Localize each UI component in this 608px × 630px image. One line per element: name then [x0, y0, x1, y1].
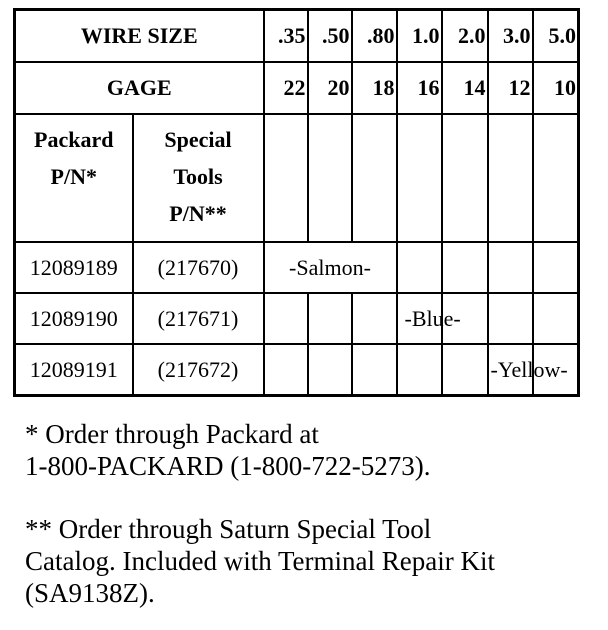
- packard-pn-header-line: Packard: [34, 126, 114, 152]
- packard-footnote: [25, 418, 600, 482]
- empty-cell: [352, 114, 397, 242]
- gage-cell: 16: [397, 62, 442, 114]
- wire-size-header: WIRE SIZE: [15, 10, 264, 62]
- gage-cell: 10: [533, 62, 579, 114]
- part-number-header-row: [15, 114, 579, 242]
- wire-size-cell: 5.0: [533, 10, 579, 62]
- table-row: [15, 242, 579, 293]
- special-tools-header-line: P/N**: [169, 200, 227, 226]
- gage-cell: 14: [442, 62, 488, 114]
- empty-cell: [533, 114, 579, 242]
- wire-size-cell: 3.0: [488, 10, 533, 62]
- gage-cell: 22: [264, 62, 308, 114]
- gage-cell: 12: [488, 62, 533, 114]
- empty-cell: [488, 293, 533, 344]
- gage-cell: 18: [352, 62, 397, 114]
- wire-size-cell: .80: [352, 10, 397, 62]
- wire-size-cell: 1.0: [397, 10, 442, 62]
- empty-cell: [442, 242, 488, 293]
- empty-cell: [533, 242, 579, 293]
- saturn-footnote-line: ** Order through Saturn Special Tool: [25, 514, 432, 544]
- packard-pn-cell: 12089189: [15, 242, 133, 293]
- blue-color-label: -Blue-: [404, 305, 461, 331]
- packard-pn-cell: 12089191: [15, 344, 133, 395]
- special-tool-pn-cell: (217670): [133, 242, 264, 293]
- wire-size-cell: .50: [308, 10, 352, 62]
- special-tool-pn-cell: (217671): [133, 293, 264, 344]
- gage-header: GAGE: [15, 62, 264, 114]
- packard-footnote-line: * Order through Packard at: [25, 419, 319, 449]
- empty-cell: [397, 114, 442, 242]
- saturn-footnote: [25, 513, 600, 609]
- special-tools-header: [133, 114, 264, 242]
- packard-footnote-line: 1-800-PACKARD (1-800-722-5273).: [25, 451, 431, 481]
- saturn-footnote-line: Catalog. Included with Terminal Repair Kit: [25, 546, 495, 576]
- special-tools-header-line: Special: [164, 126, 232, 152]
- empty-cell: [264, 293, 308, 344]
- gage-cell: 20: [308, 62, 352, 114]
- blue-color-cell: [397, 293, 461, 344]
- empty-cell: [397, 344, 442, 395]
- empty-cell: [308, 344, 352, 395]
- salmon-color-cell: -Salmon-: [264, 242, 397, 293]
- yellow-color-cell: [488, 344, 568, 395]
- empty-cell: [308, 114, 352, 242]
- empty-cell: [352, 344, 397, 395]
- table-row: [15, 344, 579, 395]
- table-row: [15, 293, 579, 344]
- special-tool-pn-cell: (217672): [133, 344, 264, 395]
- wire-size-table: [13, 8, 580, 397]
- empty-cell: [442, 114, 488, 242]
- wire-size-row: [15, 10, 579, 62]
- packard-pn-header-line: P/N*: [50, 163, 97, 189]
- empty-cell: [533, 293, 579, 344]
- empty-cell: [264, 344, 308, 395]
- packard-pn-cell: 12089190: [15, 293, 133, 344]
- wire-size-cell: 2.0: [442, 10, 488, 62]
- gage-row: [15, 62, 579, 114]
- empty-cell: [442, 344, 488, 395]
- empty-cell: [488, 114, 533, 242]
- empty-cell: [264, 114, 308, 242]
- saturn-footnote-line: (SA9138Z).: [25, 578, 155, 608]
- special-tools-header-line: Tools: [173, 163, 223, 189]
- packard-pn-header: [15, 114, 133, 242]
- wire-size-cell: .35: [264, 10, 308, 62]
- empty-cell: [488, 242, 533, 293]
- empty-cell: [308, 293, 352, 344]
- empty-cell: [397, 242, 442, 293]
- yellow-color-label: -Yellow-: [490, 356, 568, 382]
- empty-cell: [352, 293, 397, 344]
